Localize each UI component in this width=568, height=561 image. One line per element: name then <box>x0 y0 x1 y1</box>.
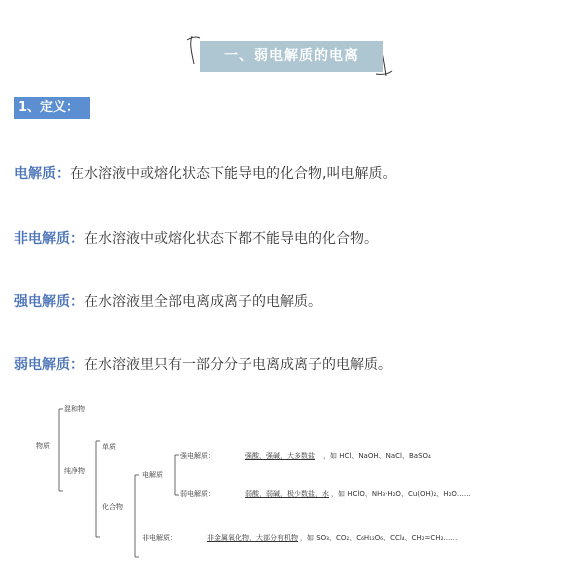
definition-nonelectrolyte <box>14 229 378 249</box>
definition-colon: ： <box>70 357 84 373</box>
row-weak-electrolyte <box>180 490 471 499</box>
definition-text: 在水溶液里全部电离成离子的电解质。 <box>84 294 322 310</box>
definition-text: 在水溶液里只有一部分分子电离成离子的电解质。 <box>84 357 392 373</box>
row-suffix: ，如 HCl、NaOH、NaCl、BaSO₄ <box>323 452 431 460</box>
classification-diagram <box>0 395 568 561</box>
node-substance: 物质 <box>36 442 50 450</box>
row-label: 非电解质： <box>142 534 177 542</box>
node-mixture: 混和物 <box>64 405 85 413</box>
definition-strong-electrolyte <box>14 292 322 312</box>
title-text: 一、弱电解质的电离 <box>200 41 383 72</box>
definition-term: 非电解质 <box>14 231 70 247</box>
node-compound: 化合物 <box>102 503 123 511</box>
node-electrolyte: 电解质 <box>142 471 163 479</box>
definition-badge: 1、定义： <box>14 97 90 119</box>
row-strong-electrolyte <box>180 452 431 461</box>
definition-term: 弱电解质 <box>14 357 70 373</box>
definition-colon: ： <box>70 231 84 247</box>
row-label: 弱电解质： <box>180 490 215 498</box>
definition-colon: ： <box>70 294 84 310</box>
row-blank: 非金属氧化物，大部分有机物 <box>207 534 298 542</box>
definition-term: 电解质 <box>14 166 56 182</box>
section-title <box>186 34 396 82</box>
definition-text: 在水溶液中或熔化状态下能导电的化合物,叫电解质。 <box>70 166 397 182</box>
node-element: 单质 <box>102 443 116 451</box>
definition-text: 在水溶液中或熔化状态下都不能导电的化合物。 <box>84 231 378 247</box>
row-blank: 弱酸，弱碱，极少数盐，水 <box>245 490 329 498</box>
definition-weak-electrolyte <box>14 355 392 375</box>
definition-electrolyte <box>14 164 396 184</box>
row-label: 强电解质： <box>180 452 215 460</box>
row-suffix: ，如 SO₃、CO₂、C₆H₁₂O₆、CCl₄、CH₂=CH₂…… <box>300 534 458 542</box>
definition-colon: ： <box>56 166 70 182</box>
definition-term: 强电解质 <box>14 294 70 310</box>
row-suffix: ，如 HClO、NH₃·H₂O、Cu(OH)₂、H₂O…… <box>331 490 471 498</box>
row-blank: 强酸，强碱，大多数盐 <box>245 452 315 460</box>
row-nonelectrolyte <box>142 534 457 543</box>
node-pure-substance: 纯净物 <box>64 467 85 475</box>
